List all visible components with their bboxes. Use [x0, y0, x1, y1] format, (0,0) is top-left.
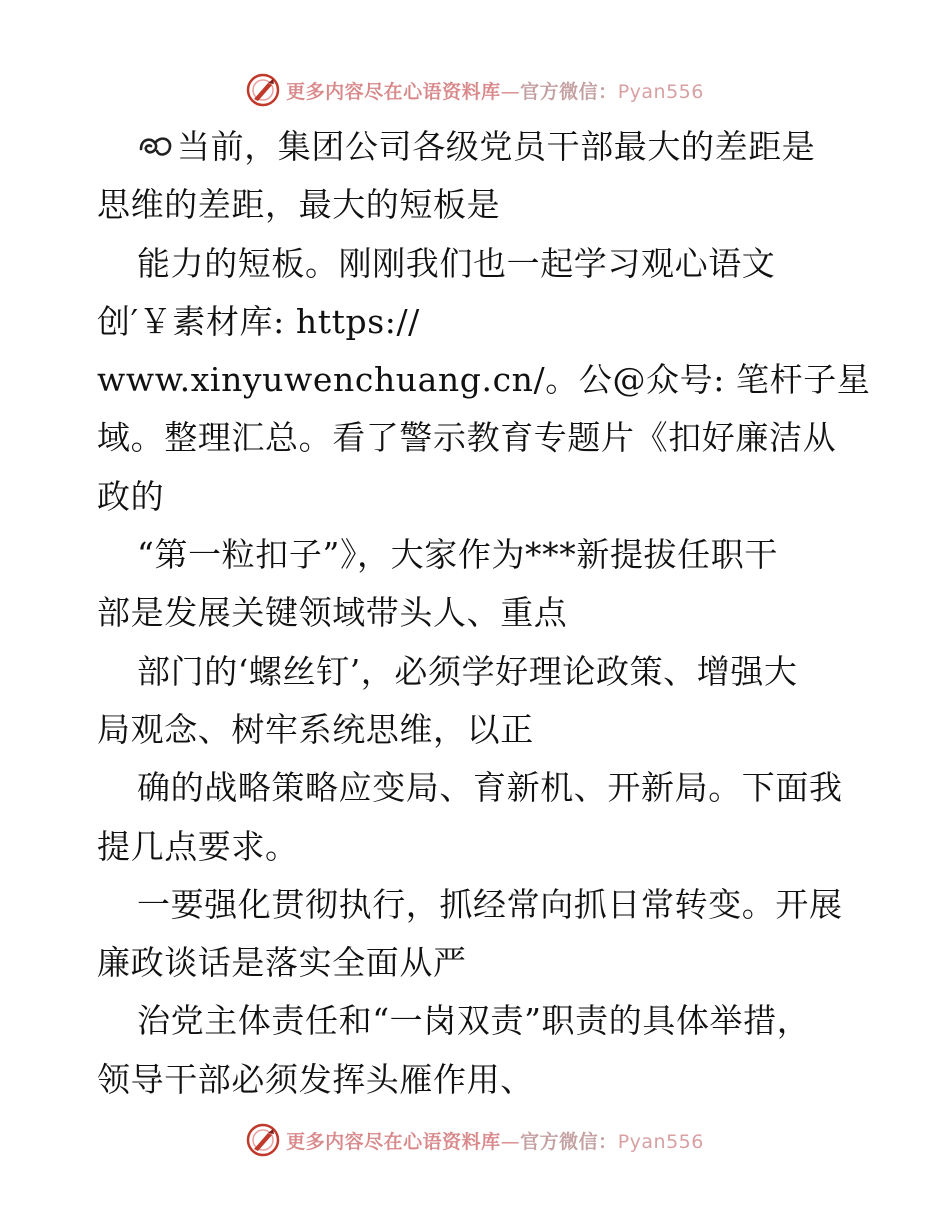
- paragraph-line-12: 确的战略策略应变局、育新机、开新局。下面我: [137, 768, 843, 808]
- watermark-main-text: 更多内容尽在心语资料库: [286, 80, 501, 103]
- watermark-text: [286, 1127, 704, 1154]
- paragraph-line-11: 局观念、树牢系统思维，以正: [97, 709, 534, 749]
- watermark-handle: Pyan556: [617, 80, 704, 103]
- watermark-official-label: 官方微信：: [520, 1130, 618, 1153]
- watermark-handle: Pyan556: [617, 1130, 704, 1153]
- watermark-dash: —: [500, 1130, 521, 1153]
- paragraph-line-2: 思维的差距，最大的短板是: [97, 185, 501, 225]
- paragraph-line-9: 部是发展关键领域带头人、重点: [97, 593, 568, 633]
- text-line: 当前，集团公司各级党员干部最大的差距是: [177, 127, 816, 166]
- footer-watermark: [0, 1120, 950, 1160]
- paragraph-line-5: www.xinyuwenchuang.cn/。公@众号: 笔杆子星: [97, 360, 871, 400]
- paragraph-line-15: 廉政谈话是落实全面从严: [97, 943, 467, 983]
- paragraph-line-1: [97, 118, 857, 176]
- document-body: [97, 118, 871, 1109]
- paragraph-line-16: 治党主体责任和“一岗双责”职责的具体举措，: [137, 1001, 811, 1041]
- watermark-dash: —: [500, 80, 521, 103]
- paragraph-line-13: 提几点要求。: [97, 826, 299, 866]
- watermark-main-text: 更多内容尽在心语资料库: [286, 1130, 501, 1153]
- paragraph-line-4: 创′￥素材库: https://: [97, 301, 420, 341]
- paragraph-line-17: 领导干部必须发挥头雁作用、: [97, 1059, 534, 1099]
- header-watermark: [0, 70, 950, 110]
- decorative-swirl-icon: [137, 131, 175, 161]
- watermark-official-label: 官方微信：: [520, 80, 618, 103]
- brand-logo-icon: [246, 73, 280, 107]
- paragraph-line-6: 域。整理汇总。看了警示教育专题片《扣好廉洁从: [97, 418, 837, 458]
- paragraph-line-8: “第一粒扣子”》，大家作为***新提拔任职干: [137, 535, 778, 575]
- brand-logo-icon: [246, 1123, 280, 1157]
- paragraph-line-14: 一要强化贯彻执行，抓经常向抓日常转变。开展: [137, 884, 843, 924]
- paragraph-line-7: 政的: [97, 476, 165, 516]
- paragraph-line-10: 部门的‘螺丝钉’，必须学好理论政策、增强大: [137, 651, 798, 691]
- watermark-text: [286, 77, 704, 104]
- paragraph-line-3: 能力的短板。刚刚我们也一起学习观心语文: [137, 243, 776, 283]
